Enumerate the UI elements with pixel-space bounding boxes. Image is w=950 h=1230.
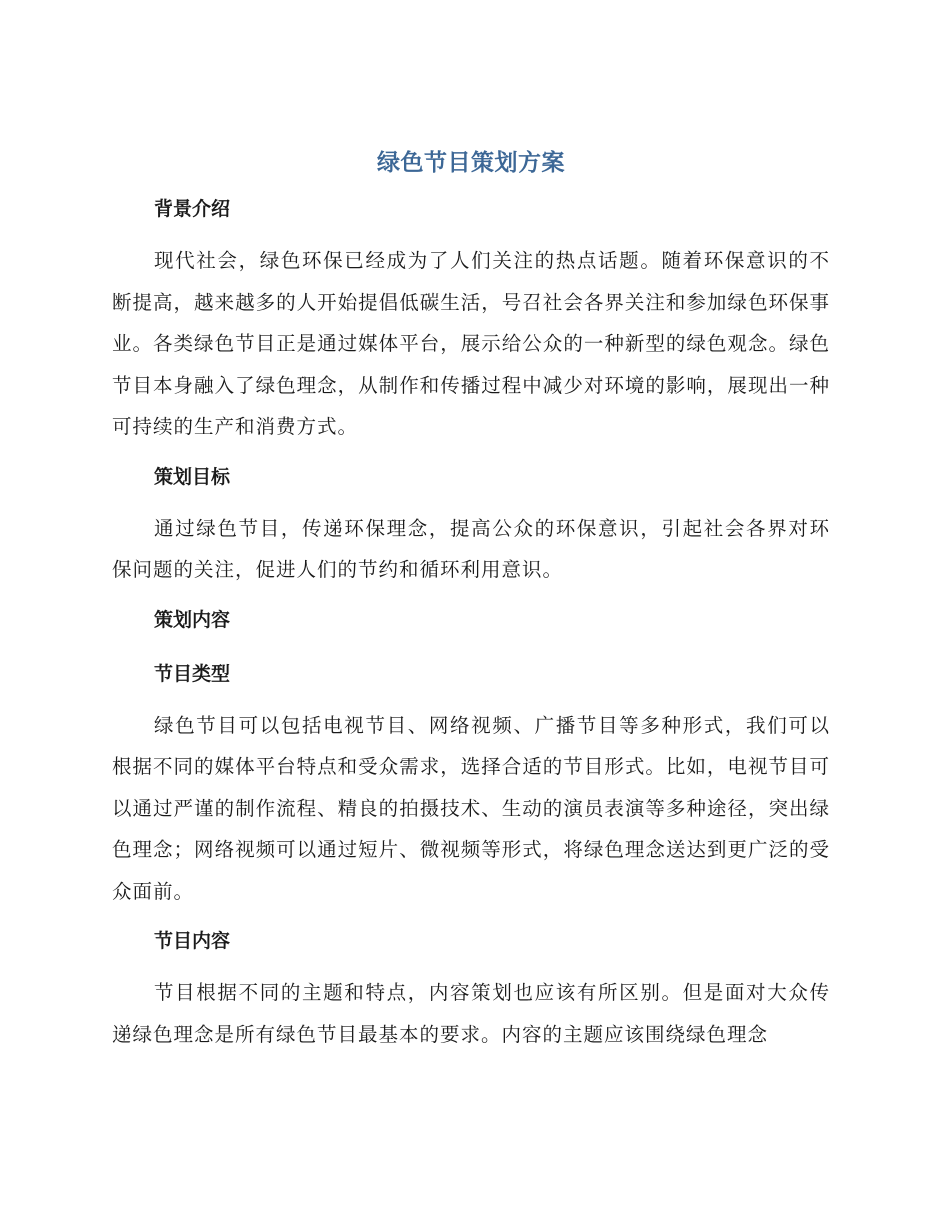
section-heading-program-content: 节目内容 <box>154 930 231 952</box>
section-heading-content: 策划内容 <box>154 608 231 631</box>
section-heading-background: 背景介绍 <box>154 198 231 220</box>
section-heading-program-type: 节目类型 <box>154 662 231 685</box>
paragraph-program-type: 绿色节目可以包括电视节目、网络视频、广播节目等多种形式，我们可以根据不同的媒体平台特点和受众需求，选择合适的节目形式。比如，电视节目可以通过严谨的制作流程、精良的拍摄技术、生动的演员表演等多种途径，突出绿色理念；网络视频可以通过短片、微视频等形式，将绿色理念送达到更广泛的受众面前。 <box>112 713 830 903</box>
section-heading-goal: 策划目标 <box>154 465 231 488</box>
paragraph-program-content: 节目根据不同的主题和特点，内容策划也应该有所区别。但是面对大众传递绿色理念是所有绿色节目最基本的要求。内容的主题应该围绕绿色理念 <box>112 981 830 1046</box>
document-title: 绿色节目策划方案 <box>377 150 565 176</box>
paragraph-background: 现代社会，绿色环保已经成为了人们关注的热点话题。随着环保意识的不断提高，越来越多的人开始提倡低碳生活，号召社会各界关注和参加绿色环保事业。各类绿色节目正是通过媒体平台，展示给公众的一种新型的绿色观念。绿色节目本身融入了绿色理念，从制作和传播过程中减少对环境的影响，展现出一种可持续的生产和消费方式。 <box>112 249 830 438</box>
paragraph-goal: 通过绿色节目，传递环保理念，提高公众的环保意识，引起社会各界对环保问题的关注，促进人们的节约和循环利用意识。 <box>112 516 830 581</box>
document-page <box>112 140 830 1055</box>
